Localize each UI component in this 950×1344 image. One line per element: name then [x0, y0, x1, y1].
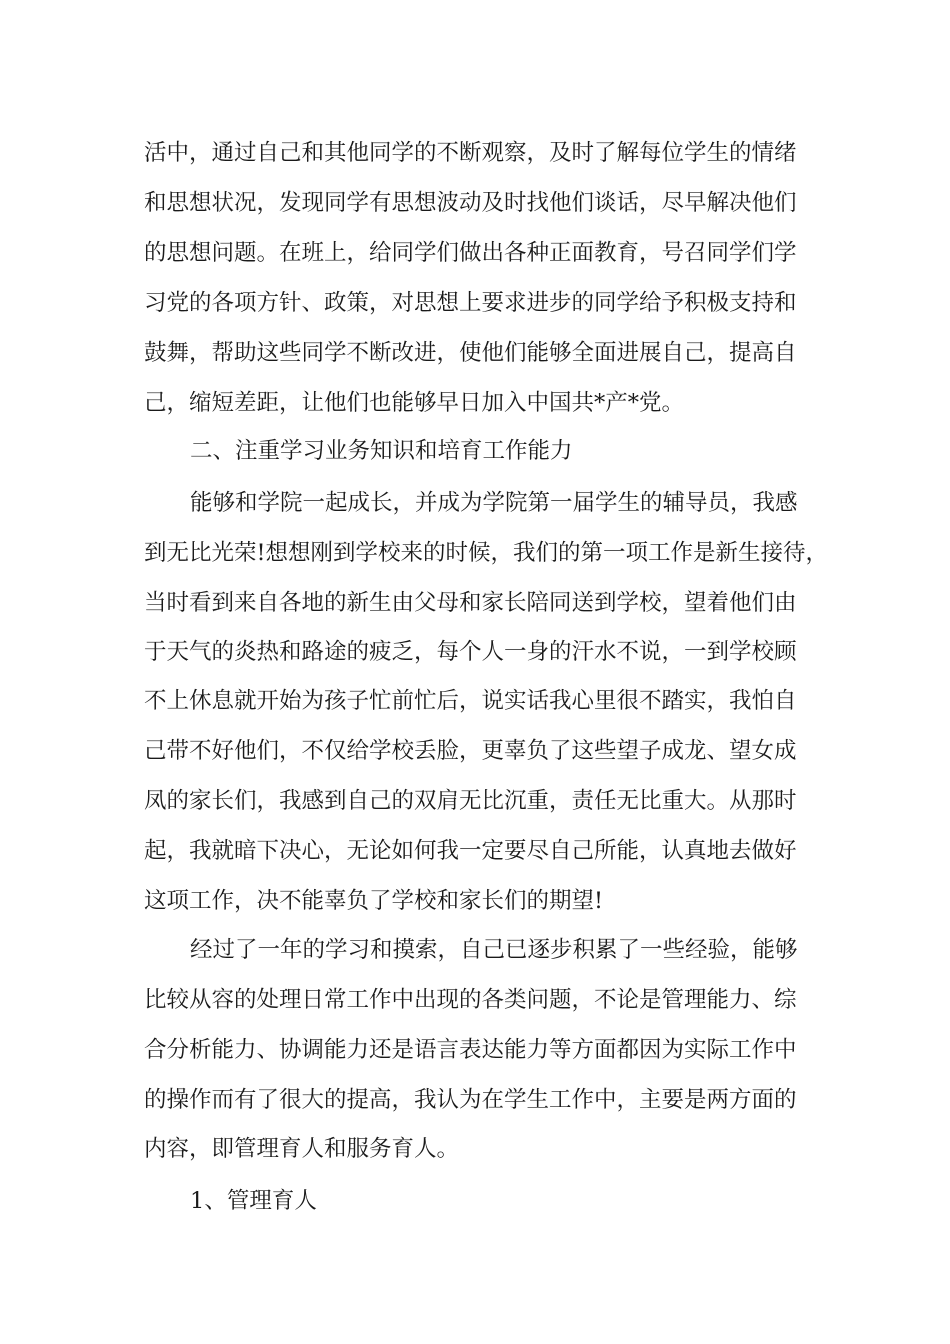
text-line: 不上休息就开始为孩子忙前忙后，说实话我心里很不踏实，我怕自 [144, 688, 797, 714]
text-line: 合分析能力、协调能力还是语言表达能力等方面都因为实际工作中 [144, 1037, 797, 1063]
section-heading: 二、注重学习业务知识和培育工作能力 [190, 438, 573, 464]
text-line: 经过了一年的学习和摸索，自己已逐步积累了一些经验，能够 [190, 937, 798, 963]
text-line: 和思想状况，发现同学有思想波动及时找他们谈话，尽早解决他们 [144, 190, 797, 216]
text-line: 己带不好他们，不仅给学校丢脸，更辜负了这些望子成龙、望女成 [144, 738, 797, 764]
text-line: 内容，即管理育人和服务育人。 [144, 1136, 460, 1162]
text-line: 凤的家长们，我感到自己的双肩无比沉重，责任无比重大。从那时 [144, 788, 797, 814]
text-line: 这项工作，决不能辜负了学校和家长们的期望! [144, 888, 604, 914]
text-line: 比较从容的处理日常工作中出现的各类问题，不论是管理能力、综 [144, 987, 797, 1013]
text-line: 能够和学院一起成长，并成为学院第一届学生的辅导员，我感 [190, 490, 798, 516]
section-heading: 1、管理育人 [190, 1188, 317, 1214]
text-line: 起，我就暗下决心，无论如何我一定要尽自己所能，认真地去做好 [144, 838, 797, 864]
text-line: 的思想问题。在班上，给同学们做出各种正面教育，号召同学们学 [144, 240, 797, 266]
text-line: 鼓舞，帮助这些同学不断改进，使他们能够全面进展自己，提高自 [144, 340, 797, 366]
text-line: 到无比光荣!想想刚到学校来的时候，我们的第一项工作是新生接待， [144, 540, 829, 566]
text-line: 己，缩短差距，让他们也能够早日加入中国共*产*党。 [144, 390, 685, 416]
text-line: 活中，通过自己和其他同学的不断观察，及时了解每位学生的情绪 [144, 140, 797, 166]
text-line: 的操作而有了很大的提高，我认为在学生工作中，主要是两方面的 [144, 1087, 797, 1113]
text-line: 习党的各项方针、政策，对思想上要求进步的同学给予积极支持和 [144, 290, 797, 316]
text-line: 于天气的炎热和路途的疲乏，每个人一身的汗水不说，一到学校顾 [144, 639, 797, 665]
text-line: 当时看到来自各地的新生由父母和家长陪同送到学校，望着他们由 [144, 590, 797, 616]
